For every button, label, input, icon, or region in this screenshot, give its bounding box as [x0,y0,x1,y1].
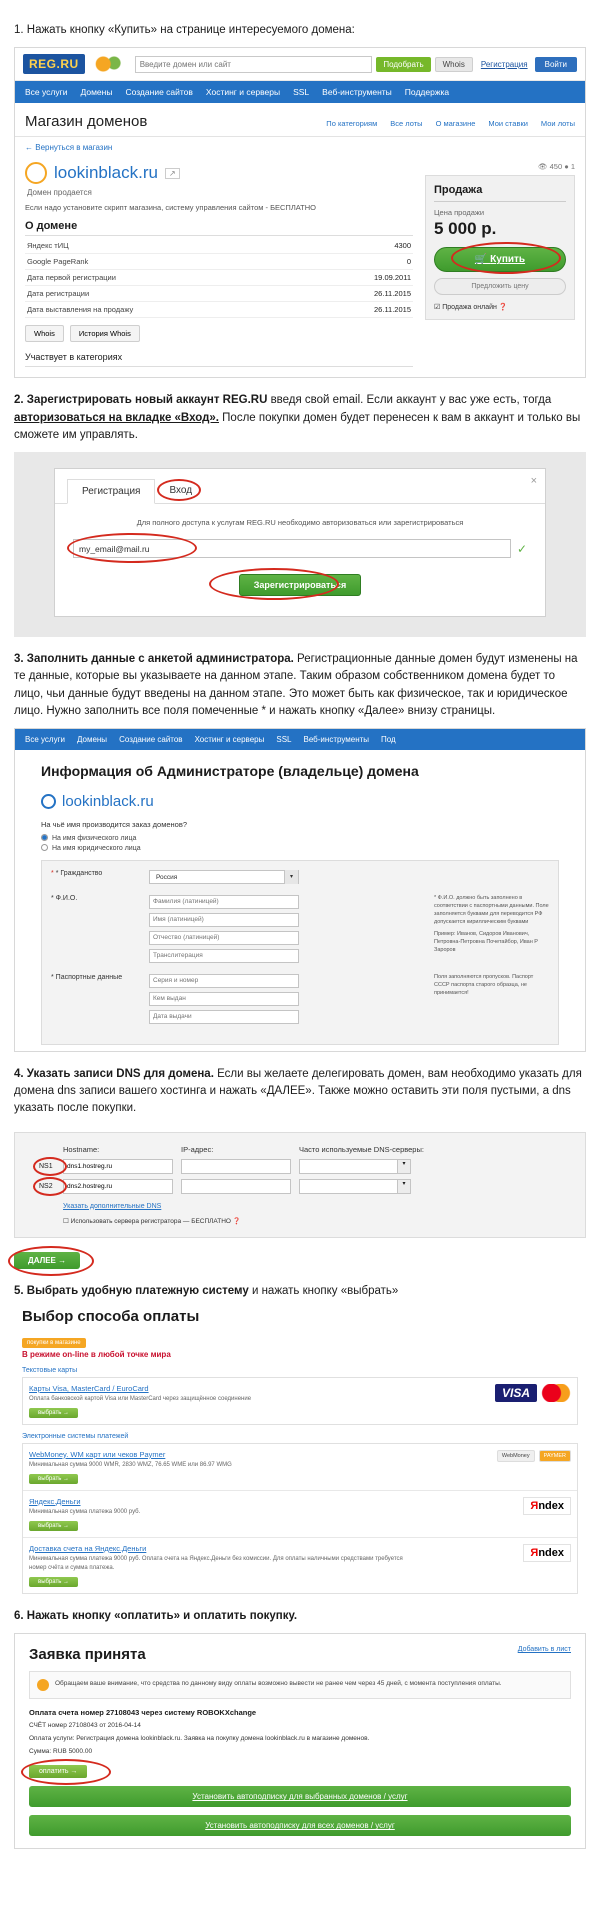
row-label: Дата первой регистрации [25,270,308,286]
back-link-label: Вернуться в магазин [35,143,113,153]
email-row [73,539,527,558]
dns-next-row [14,1252,586,1269]
mascot-icon [93,54,127,74]
nav-item-1[interactable]: Домены [76,735,108,744]
screenshot-order-accepted [14,1633,586,1849]
payment-info [29,1450,421,1484]
subnav-item-4[interactable]: Мои лоты [540,119,575,129]
registrar-dns-label: Использовать сервера регистратора — БЕСПЛАТНО [70,1217,231,1225]
annotation-ellipse-ns1 [33,1157,67,1176]
whois-button-2[interactable]: Whois [25,325,64,342]
fio-translit-input[interactable] [149,949,299,963]
payment-row [23,1538,577,1593]
step-2-text [14,392,586,444]
step-3-tail: Регистрационные данные домен будут изменены на те данные, которые вы указываете на данном этапе. Таким образом собственником домена будет то лицо, чьи данные будут введены на данном этапе. Это может быть как физическое, так и юридическое лицо. Нужно заполнить все поля помеченные * и нажать кнопку «Далее» внизу страницы. [14,653,578,717]
fio-lastname-input[interactable] [149,895,299,909]
ns1-hostname-input[interactable] [63,1159,173,1174]
about-table [25,238,413,318]
online-sale-text: Продажа онлайн [442,304,497,312]
screenshot-dns [14,1126,586,1269]
nav-item-1[interactable]: Домены [80,87,113,98]
citizenship-value: Россия [156,873,178,881]
domain-title-row [25,162,413,184]
autopay-all-button[interactable]: Установить автоподписку для всех доменов / услуг [29,1815,571,1836]
radio-company[interactable] [41,844,559,852]
whois-buttons [25,325,413,342]
row-label: Google PageRank [25,254,308,270]
auth-area [481,57,577,72]
nav-item-0[interactable]: Все услуги [25,735,65,744]
field-hint [434,895,549,967]
step-5-bold: 5. Выбрать удобную платежную систему [14,1284,249,1297]
field-passport [51,974,549,1028]
payment-info [29,1497,421,1531]
banner-tag: покупки в магазине [22,1338,86,1348]
passport-issuer-input[interactable] [149,992,299,1006]
annotation-ellipse-pay [21,1759,111,1785]
field-hint [434,870,549,888]
step-2-underline: авторизоваться на вкладке «Вход». [14,411,219,424]
order-line-3: Сумма: RUB 5000.00 [29,1747,93,1755]
admin-fields-panel [41,860,559,1045]
row-label: Дата выставления на продажу [25,302,308,318]
page-title-row [15,103,585,137]
step-1-text: 1. Нажать кнопку «Купить» на странице интересуемого домена: [14,24,355,36]
subnav-item-0[interactable]: По категориям [326,119,378,129]
payment-method-desc: Минимальная сумма 9000 WMR, 2830 WMZ, 76.65 WMЕ или 86.97 WMG [29,1461,232,1468]
nav-item-5[interactable]: Веб-инструменты [303,735,370,744]
back-link[interactable]: ← Вернуться в магазин [25,143,113,153]
table-row [25,270,413,286]
buy-button[interactable]: 🛒 Купить [434,247,566,272]
mastercard-icon [541,1384,571,1402]
sale-panel-title: Продажа [434,184,566,202]
ns1-ip-input[interactable] [181,1159,291,1174]
field-control [149,974,426,1028]
nav-item-5[interactable]: Веб-инструменты [322,87,392,98]
fio-middlename-input[interactable] [149,931,299,945]
subnav-item-1[interactable]: Все лоты [390,119,423,129]
payment-method-name[interactable]: Яндекс.Деньги [29,1496,81,1506]
offer-price-button[interactable]: Предложить цену [434,278,566,295]
pay-button-wrap [29,1759,87,1778]
citizenship-label: * Гражданство [55,869,103,877]
whois-button[interactable]: Whois [435,57,473,72]
regru-logo[interactable] [23,54,85,74]
modal-tabs [55,469,545,504]
annotation-ellipse-login-tab [157,479,201,501]
screenshot-admin-form [14,728,586,1052]
paymer-icon: PAYMER [539,1450,571,1462]
ns2-hostname-input[interactable] [63,1179,173,1194]
payment-logos [421,1497,571,1515]
ns2-label: NS2 [39,1182,53,1190]
select-payment-button[interactable]: выбрать → [29,1521,78,1531]
buy-button-label: Купить [490,254,526,266]
row-label: Дата регистрации [25,286,308,302]
step-3-bold: 3. Заполнить данные с анкетой администратора. [14,653,294,665]
admin-form-body [15,750,585,1051]
online-sale-label: ☑ Продажа онлайн ❓ [434,304,508,312]
payment-row [23,1444,577,1491]
step-6-bold: 6. Нажать кнопку «оплатить» и оплатить покупку. [14,1609,298,1622]
add-to-list-link[interactable]: Добавить в лист [517,1646,571,1654]
dns-row-2 [29,1179,571,1194]
screenshot-domain-page [14,47,586,378]
register-link[interactable]: Регистрация [480,59,528,69]
row-value: 0 [308,254,413,270]
find-button[interactable]: Подобрать [376,57,430,72]
dns-row-1 [29,1159,571,1174]
nav-item-4[interactable]: SSL [276,735,292,744]
nav-item-6[interactable]: Поддержка [404,87,450,98]
payment-title: Выбор способа оплаты [22,1307,200,1325]
radio-individual-label: На имя физического лица [52,834,137,842]
order-title: Заявка принята [29,1646,146,1664]
payment-logos [421,1450,571,1462]
row-value: 26.11.2015 [308,286,413,302]
external-link-icon[interactable]: ↗ [165,168,180,179]
annotation-ellipse-submit [209,568,339,600]
dns-col-frequent: Часто используемые DNS-серверы: [299,1144,424,1154]
order-warning-text: Обращаем ваше внимание, что средства по данному виду оплаты возможно вывести не ранее чем через 45 дней, с момента поступления оплаты. [55,1680,502,1688]
field-fio [51,895,549,967]
domain-note: Если надо установите скрипт магазина, систему управления сайтом - БЕСПЛАТНО [25,203,316,213]
domain-info [25,162,413,367]
payment-row [23,1378,577,1424]
domain-search [135,56,473,73]
view-counter: 👁 450 ● 1 [538,162,575,172]
payment-section-emoney: Электронные системы платежей [22,1432,129,1440]
order-body [15,1634,585,1848]
field-label [51,895,141,967]
regru-header [15,48,585,81]
citizenship-select[interactable] [149,870,299,884]
annotation-ellipse-ns2 [33,1177,67,1196]
field-label [51,974,141,1028]
screenshot-registration-modal [14,452,586,637]
admin-domain-row [41,793,559,810]
close-icon[interactable]: × [530,475,537,487]
radio-company-label: На имя юридического лица [52,844,141,852]
nav-item-3[interactable]: Хостинг и серверы [194,735,265,744]
tab-registration[interactable]: Регистрация [67,479,155,504]
payment-emoney-table [22,1443,578,1594]
banner-red-text: В режиме on-line в любой точке мира [22,1349,171,1359]
price-label: Цена продажи [434,208,485,218]
tab-login-label: Вход [169,485,193,496]
field-control [149,870,426,888]
registrar-dns-checkbox[interactable]: ☐ Использовать сервера регистратора — БЕСПЛАТНО ❓ [63,1217,241,1225]
field-hint: Поля заполняются пропусков. Паспорт СССР паспорта старого образца, не принимается! [434,973,534,996]
payment-method-desc: Оплата банковской картой Visa или MasterCard через защищённое соединение [29,1395,252,1402]
table-row [25,286,413,302]
passport-series-input[interactable] [149,974,299,988]
step-5-text [14,1283,586,1300]
ns2-ip-input[interactable] [181,1179,291,1194]
whois-history-button[interactable]: История Whois [70,325,140,342]
fio-label: * Ф.И.О. [51,894,78,902]
nav-item-0[interactable]: Все услуги [25,87,68,98]
select-payment-button[interactable]: выбрать → [29,1577,78,1587]
row-value: 4300 [308,238,413,254]
ns1-frequent-select[interactable] [299,1159,411,1174]
fio-hint-1: * Ф.И.О. должно быть заполнено в соответствии с паспортными данными. Поле заполняется буквами для переводится РФ допускается кириллическим буквами [434,894,549,925]
tab-login[interactable] [155,479,206,503]
payment-method-name[interactable]: WebMoney. WM карт или чеков Paymer [29,1449,166,1459]
domain-name[interactable]: lookinblack.ru [54,163,158,183]
step-2-tail: После покупки домен будет перенесен к вам в аккаунт и только вы сможете им управлять. [14,411,581,441]
ns1-label: NS1 [39,1162,53,1170]
visa-icon: VISA [495,1384,537,1402]
passport-label: * Паспортные данные [51,973,123,981]
yandex-icon: Яndex [523,1544,571,1562]
radio-individual[interactable] [41,834,559,842]
fio-firstname-input[interactable] [149,913,299,927]
shop-subnav [326,119,575,130]
admin-nav [15,729,585,750]
modal-lead-text: Для полного доступа к услугам REG.RU необходимо авторизоваться или зарегистрироваться [136,518,464,527]
order-line-2: Оплата услуги: Регистрация домена lookinblack.ru. Заявка на покупку домена lookinblack.ru в магазине доменов. [29,1734,370,1742]
field-citizenship [51,870,549,888]
autopay-selected-button[interactable]: Установить автоподписку для выбранных доменов / услуг [29,1786,571,1807]
valid-check-icon: ✓ [516,541,527,556]
radio-icon [41,844,48,851]
select-payment-button[interactable]: выбрать → [29,1408,78,1418]
nav-item-2[interactable]: Создание сайтов [119,735,183,744]
step-5-tail: и нажать кнопку «выбрать» [248,1284,399,1297]
next-button[interactable]: ДАЛЕЕ → [14,1252,80,1269]
payment-logos [421,1544,571,1562]
globe-icon [25,162,47,184]
about-title: О домене [25,220,413,236]
payment-method-desc: Минимальная сумма платежа 9000 руб. Оплата счета на Яндекс.Деньги без комиссии. Для оплаты наличными средствами требуется номер счёта и сумма платежа. [29,1555,403,1571]
logo-tld: .RU [56,57,79,72]
passport-date-input[interactable] [149,1010,299,1024]
order-subtitle: Оплата счета номер 27108043 через систему ROBOKXchange [29,1708,257,1718]
search-input[interactable] [135,56,373,73]
dns-col-hostname: Hostname: [63,1144,100,1154]
fio-hint-2: Пример: Иванов, Сидоров Иванович, Петровна-Петровна Почетайбор, Иван Р Зароров [434,930,538,953]
order-warning [29,1671,571,1699]
order-line-1: СЧЁТ номер 27108043 от 2016-04-14 [29,1722,141,1730]
bids-count: 1 [570,162,575,172]
categories-title: Участвует в категориях [25,352,413,367]
add-dns-link[interactable]: Указать дополнительные DNS [63,1202,162,1210]
radio-icon [41,834,48,841]
payment-info [29,1384,421,1418]
row-value: 26.11.2015 [308,302,413,318]
modal-backdrop [14,452,586,637]
yandex-icon: Яndex [523,1497,571,1515]
logo-text: REG [29,57,57,72]
modal-body [55,504,545,616]
step-4-text [14,1066,586,1118]
main-nav [15,81,585,103]
login-button[interactable]: Войти [535,57,577,72]
nav-item-6[interactable]: Под [381,735,396,744]
table-row [25,302,413,318]
owner-question: На чьё имя производится заказ доменов? [41,819,187,829]
subnav-item-3[interactable]: Мои ставки [488,119,528,129]
step-4-tail: Если вы желаете делегировать домен, вам необходимо указать для домена dns записи вашего хостинга и нажать «ДАЛЕЕ». Также можно оставить эти поля пустыми, а dns указать после покупки. [14,1067,582,1115]
payment-method-name[interactable]: Карты Visa, MasterCard / EuroCard [29,1383,149,1393]
price-value: 5 000 р. [434,219,497,239]
payment-cards-table [22,1377,578,1425]
chevron-down-icon: ▾ [284,870,298,884]
annotation-ellipse-email [67,533,197,563]
dns-panel [14,1132,586,1238]
submit-row [73,574,527,596]
step-2-mid: введя свой email. Если аккаунт у вас уже есть, тогда [267,394,552,407]
ns2-frequent-select[interactable] [299,1179,411,1194]
page-title: Магазин доменов [25,113,148,131]
row-value: 19.09.2011 [308,270,413,286]
table-row [25,238,413,254]
step-4-bold: 4. Указать записи DNS для домена. [14,1067,214,1080]
payment-info [29,1544,421,1587]
domain-status: Домен продается [27,188,92,198]
table-row [25,254,413,270]
pay-button[interactable]: оплатить → [29,1765,87,1778]
payment-row [23,1491,577,1538]
warning-icon [37,1679,49,1691]
select-payment-button[interactable]: выбрать → [29,1474,78,1484]
annotation-ellipse-next [8,1246,94,1276]
field-label: * * Гражданство [51,869,103,877]
domain-card [15,158,585,377]
nav-item-4[interactable]: SSL [293,87,310,98]
step-3-text [14,651,586,720]
payment-method-desc: Минимальная сумма платежа 9000 руб. [29,1508,141,1515]
registration-modal [54,468,546,617]
payment-section-cards: Текстовые карты [22,1366,78,1374]
nav-item-3[interactable]: Хостинг и серверы [205,87,281,98]
step-6-text [14,1608,586,1625]
views-count: 450 [549,162,563,172]
globe-icon [41,794,56,809]
sale-panel [425,175,575,320]
payment-banner [22,1335,578,1359]
payment-logos [421,1384,571,1402]
dns-header-row [29,1145,571,1154]
subnav-item-2[interactable]: О магазине [435,119,476,129]
chevron-down-icon: ▾ [397,1160,410,1173]
admin-domain-name: lookinblack.ru [62,792,154,810]
nav-item-2[interactable]: Создание сайтов [125,87,193,98]
row-label: Яндекс тИЦ [25,238,308,254]
admin-form-title: Информация об Администраторе (владельце) домена [41,763,419,779]
chevron-down-icon: ▾ [397,1180,410,1193]
register-submit-button[interactable]: Зарегистрироваться [239,574,361,596]
dns-col-ip: IP-адрес: [181,1144,214,1154]
field-control [149,895,426,967]
screenshot-payment [14,1308,586,1594]
step-2-bold: 2. Зарегистрировать новый аккаунт REG.RU [14,394,268,407]
webmoney-icon: WebMoney [497,1450,535,1462]
payment-method-name[interactable]: Доставка счета на Яндекс.Деньги [29,1543,147,1553]
